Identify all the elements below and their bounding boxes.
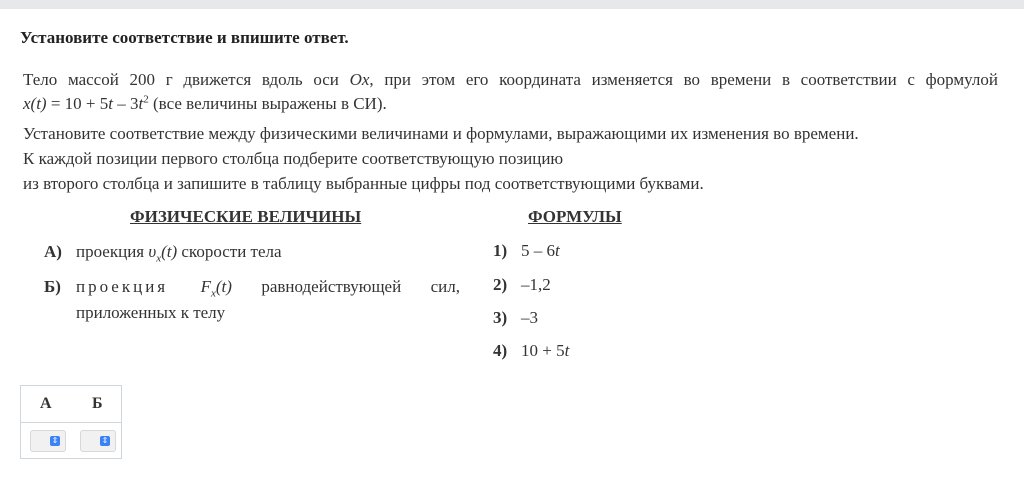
answer-table-header xyxy=(21,386,121,423)
problem-line-3: К каждой позиции первого столбца подберите соответствующую позицию xyxy=(23,149,564,168)
quantity-b-text: проекция $F_x(t)$ равнодействующей сил, приложенных к телу xyxy=(76,277,461,322)
answer-header-a: А xyxy=(40,395,52,412)
formula-1: 1) 5 – 6t xyxy=(493,241,560,260)
quantity-b-label: Б) xyxy=(44,277,61,296)
formula-2: 2) –1,2 xyxy=(493,275,551,294)
top-bar xyxy=(0,0,1024,9)
problem-formula: $x(t) = 10 + 5t - 3t^2$ (все величины выражены в СИ). xyxy=(23,93,387,113)
column-header-formulas: ФОРМУЛЫ xyxy=(528,207,622,226)
quantity-a-label: А) xyxy=(44,242,62,261)
select-arrows-icon: ⇕ xyxy=(51,436,59,445)
problem-line-1: Тело массой 200 г движется вдоль оси Ox, при этом его координата изменяется во времени в соответствии с формулой xyxy=(23,70,998,89)
formula-3: 3) –3 xyxy=(493,308,538,327)
answer-header-b: Б xyxy=(92,395,103,412)
answer-table xyxy=(20,385,122,459)
select-arrows-icon: ⇕ xyxy=(101,436,109,445)
task-heading: Установите соответствие и впишите ответ. xyxy=(20,28,349,47)
problem-statement xyxy=(23,68,998,116)
column-header-quantities: ФИЗИЧЕСКИЕ ВЕЛИЧИНЫ xyxy=(130,207,362,226)
answer-select-a[interactable] xyxy=(30,430,66,452)
problem-line-4: из второго столбца и запишите в таблицу выбранные цифры под соответствующими буквами. xyxy=(23,174,704,193)
problem-line-2: Установите соответствие между физическими величинами и формулами, выражающими их изменения во времени. xyxy=(23,124,859,143)
formula-4: 4) 10 + 5t xyxy=(493,341,570,360)
answer-select-b[interactable] xyxy=(80,430,116,452)
quantity-a-text: проекция $\upsilon_x(t)$ скорости тела xyxy=(76,242,282,265)
